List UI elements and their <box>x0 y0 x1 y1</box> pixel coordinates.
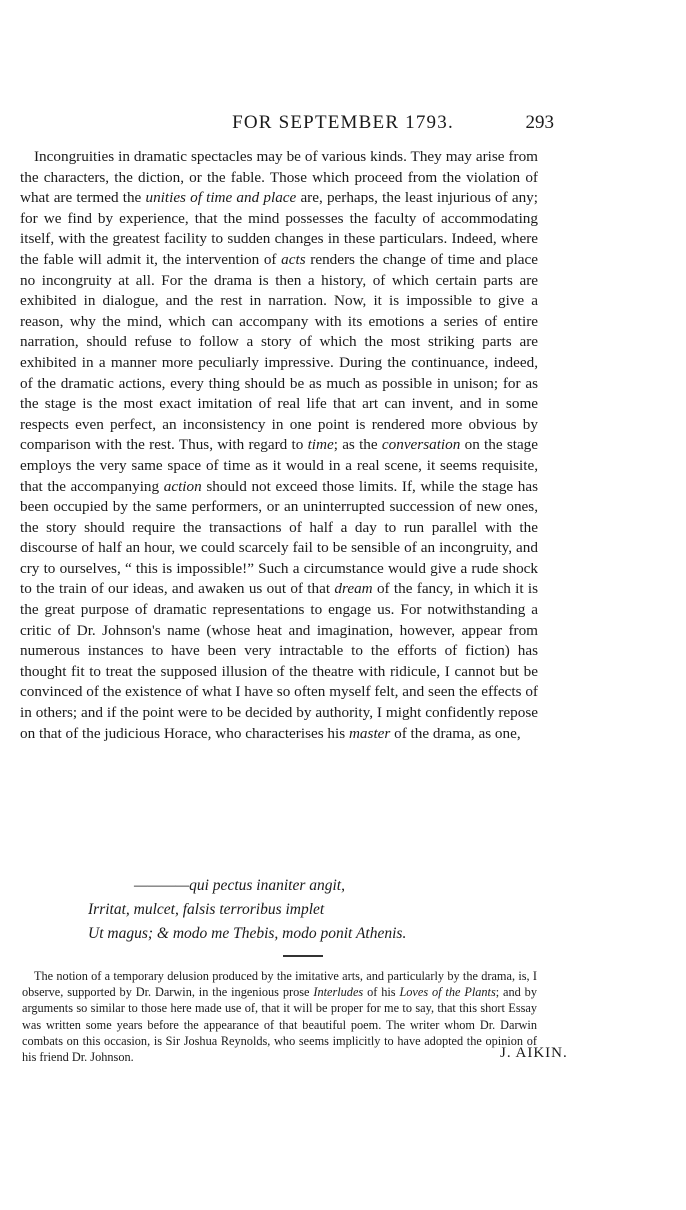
text-run: of the fancy, in which it is the great purpose of dramatic representations to engage us. For notwithstanding a critic of Dr. Johnson's name (whose heat and imagination, however, appear from numerous instances to have been very intractable to the efforts of fiction) has thought fit to treat the supposed illusion of the theatre with ridicule, I cannot but be convinced of the existence of what I have so often myself felt, and seen the effects of in others; and if the point were to be decided by authority, I might confidently repose on that of the judicious Horace, who characterises his <box>20 580 539 742</box>
latin-verse <box>88 874 558 946</box>
emphasis-interludes: Interludes <box>313 985 364 1000</box>
emphasis-unities: unities of time and place <box>145 189 297 207</box>
footnote <box>22 968 537 1065</box>
text-run: renders the change of time and place no incongruity at all. For the drama is then a history, of which certain parts are exhibited in dialogue, and the rest in narration. Now, it is impossible to give a reason, why the mind, which can accompany with its emotions a series of entire narration, should refuse to follow a story of which the most striking parts are exhibited in a manner more peculiarly impressive. During the continuance, indeed, of the dramatic actions, every thing should be as much as possible in unison; for as the stage is the most exact imitation of real life that art can invent, and in some respects even perfect, an inconsistency in one point is rendered more obvious by comparison with the rest. Thus, with regard to <box>20 250 539 454</box>
author-signature: J. AIKIN. <box>500 1045 568 1061</box>
emphasis-acts: acts <box>281 250 306 268</box>
emphasis-loves-of-the-plants: Loves of the Plants <box>399 985 496 1000</box>
footnote-paragraph <box>22 968 537 1065</box>
text-run: ; as the <box>333 436 378 454</box>
page-number: 293 <box>525 112 554 133</box>
text-run: Incongruities in dramatic spectacles may be of various kinds. They may arise from the characters, the diction, or the fable. Those which proceed from the violation of what are termed the <box>20 148 538 207</box>
verse-line-1: ————qui pectus inaniter angit, <box>134 877 345 894</box>
emphasis-time: time <box>307 436 334 454</box>
verse-line-2: Irritat, mulcet, falsis terroribus implet <box>88 901 325 918</box>
emphasis-conversation: conversation <box>381 436 461 454</box>
essay-paragraph <box>20 147 538 744</box>
emphasis-dream: dream <box>334 580 373 598</box>
text-run: are, perhaps, the least injurious of any; for we find by experience, that the mind possesses the faculty of accommodating itself, with the greatest facility to sudden changes in these particulars. Indeed, where the fable will admit it, the intervention of <box>20 189 538 268</box>
page-header <box>0 112 686 142</box>
ornamental-divider <box>283 955 323 957</box>
text-run: should not exceed those limits. If, while the stage has been occupied by the same performers, or an uninterrupted succession of new ones, the story should require the transactions of half a day to run parallel with the discourse of half an hour, we could scarcely fail to be sensible of an incongruity, and cry to ourselves, “ this is impossible!” Such a circumstance would give a rude shock to the train of our ideas, and awaken us out of that <box>20 477 539 598</box>
text-run: of the drama, as one, <box>394 724 521 742</box>
emphasis-master: master <box>348 724 391 742</box>
text-run: ; and by arguments so similar to those here made use of, that it will be proper for me to say, that this short Essay was written some years before the appearance of that beautiful poem. The writer whom Dr. Darwin combats on this occasion, is Sir Joshua Reynolds, who seems implicitly to have adopted the opinion of his friend Dr. Johnson. <box>22 985 537 1065</box>
text-run: of his <box>367 985 396 1000</box>
verse-line-3: Ut magus; & modo me Thebis, modo ponit Athenis. <box>88 925 407 942</box>
text-run: The notion of a temporary delusion produced by the imitative arts, and particularly by the drama, is, I observe, supported by Dr. Darwin, in the ingenious prose <box>22 969 537 1000</box>
essay-body <box>20 147 538 744</box>
running-head: FOR SEPTEMBER 1793. <box>232 112 454 133</box>
emphasis-action: action <box>163 477 202 495</box>
text-run: on the stage employs the very same space of time as it would in a real scene, it seems requisite, that the accompanying <box>20 436 539 495</box>
